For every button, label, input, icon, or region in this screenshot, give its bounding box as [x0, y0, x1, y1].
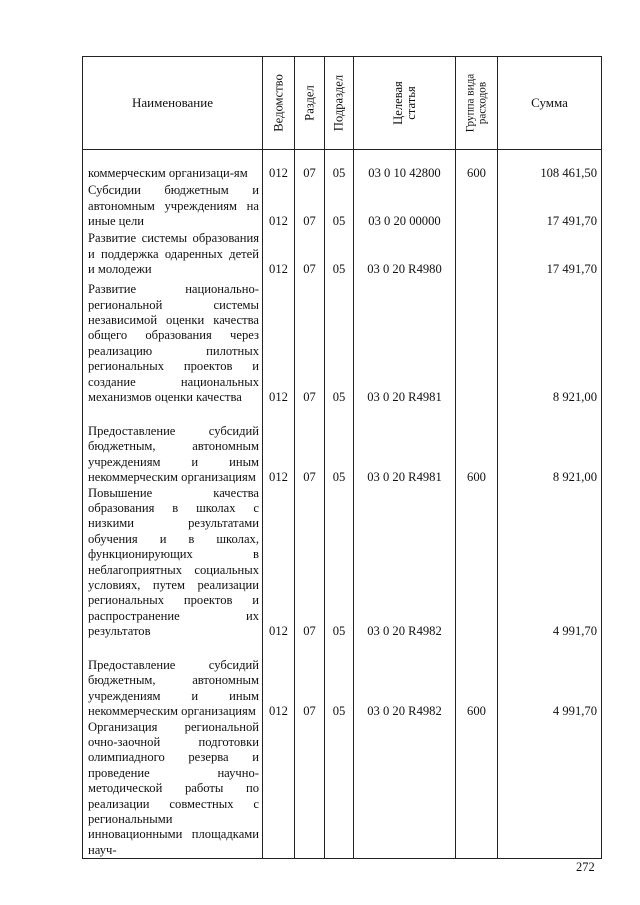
header-name [83, 57, 263, 150]
row-podrazdel: 05 [325, 150, 354, 182]
header-summa-text: Сумма [531, 95, 568, 110]
row-razdel: 07 [295, 406, 325, 486]
table-row [83, 182, 602, 230]
row-summa: 4 991,70 [498, 486, 602, 640]
header-podrazdel [325, 57, 354, 150]
table-row [83, 640, 602, 720]
row-summa: 17 491,70 [498, 182, 602, 230]
header-razdel [295, 57, 325, 150]
table-row [83, 486, 602, 640]
row-celevaya: 03 0 20 R4982 [354, 640, 456, 720]
header-name-text: Наименование [132, 95, 213, 110]
row-razdel: 07 [295, 150, 325, 182]
table-row [83, 406, 602, 486]
table-row [83, 150, 602, 182]
row-name: коммерческим организаци-ям [83, 150, 263, 182]
row-name: Развитие системы образования и поддержка одаренных детей и молодежи [83, 230, 263, 278]
row-celevaya: 03 0 20 R4982 [354, 486, 456, 640]
row-gruppa: 600 [456, 640, 498, 720]
row-gruppa: 600 [456, 150, 498, 182]
row-podrazdel [325, 720, 354, 859]
header-ved [263, 57, 295, 150]
row-gruppa: 600 [456, 406, 498, 486]
header-celevaya-line-1: Целевая [390, 81, 405, 125]
row-podrazdel: 05 [325, 182, 354, 230]
row-gruppa [456, 230, 498, 278]
table-header-row [83, 57, 602, 150]
table-row [83, 720, 602, 859]
row-ved [263, 720, 295, 859]
row-razdel: 07 [295, 230, 325, 278]
row-gruppa [456, 182, 498, 230]
row-podrazdel: 05 [325, 278, 354, 406]
header-celevaya [354, 57, 456, 150]
row-summa: 108 461,50 [498, 150, 602, 182]
row-podrazdel: 05 [325, 486, 354, 640]
header-razdel-text: Раздел [301, 85, 316, 121]
row-name: Повышение качества образования в школах с низкими результатами обучения и в школах, функционирующих в неблагоприятных социальных условиях, путем реализации региональных проектов и распространение их результатов [83, 486, 263, 640]
header-gruppa-text [465, 74, 489, 132]
row-celevaya: 03 0 10 42800 [354, 150, 456, 182]
row-celevaya: 03 0 20 00000 [354, 182, 456, 230]
row-ved: 012 [263, 278, 295, 406]
row-ved: 012 [263, 182, 295, 230]
row-celevaya: 03 0 20 R4981 [354, 406, 456, 486]
header-celevaya-line-2: статья [403, 86, 418, 120]
row-razdel: 07 [295, 486, 325, 640]
row-podrazdel: 05 [325, 406, 354, 486]
row-summa [498, 720, 602, 859]
table-row [83, 278, 602, 406]
row-razdel [295, 720, 325, 859]
row-gruppa [456, 720, 498, 859]
row-gruppa [456, 278, 498, 406]
header-gruppa-line-1: Группа вида [463, 73, 476, 133]
row-celevaya: 03 0 20 R4980 [354, 230, 456, 278]
header-gruppa-line-2: расходов [475, 81, 488, 125]
budget-table [82, 56, 602, 859]
row-summa: 8 921,00 [498, 406, 602, 486]
row-ved: 012 [263, 486, 295, 640]
row-summa: 17 491,70 [498, 230, 602, 278]
header-gruppa [456, 57, 498, 150]
row-summa: 4 991,70 [498, 640, 602, 720]
row-ved: 012 [263, 230, 295, 278]
row-celevaya: 03 0 20 R4981 [354, 278, 456, 406]
row-podrazdel: 05 [325, 640, 354, 720]
header-summa [498, 57, 602, 150]
row-razdel: 07 [295, 182, 325, 230]
row-summa: 8 921,00 [498, 278, 602, 406]
header-ved-text: Ведомство [270, 74, 285, 132]
row-razdel: 07 [295, 640, 325, 720]
page-number: 272 [576, 860, 595, 874]
header-podrazdel-text: Подраздел [331, 74, 346, 132]
row-name: Развитие национально-региональной системы независимой оценки качества общего образования через реализацию пилотных региональных проектов и создание национальных механизмов оценки качества [83, 278, 263, 406]
row-ved: 012 [263, 640, 295, 720]
header-celevaya-text [391, 81, 417, 125]
row-razdel: 07 [295, 278, 325, 406]
row-gruppa [456, 486, 498, 640]
row-podrazdel: 05 [325, 230, 354, 278]
row-name: Организация региональной очно-заочной подготовки олимпиадного резерва и проведение научно-методической работы по реализации совместных с региональными инновационными площадками науч- [83, 720, 263, 859]
row-name: Предоставление субсидий бюджетным, автономным учреждениям и иным некоммерческим организациям [83, 640, 263, 720]
row-name: Субсидии бюджетным и автономным учреждениям на иные цели [83, 182, 263, 230]
row-celevaya [354, 720, 456, 859]
table-row [83, 230, 602, 278]
row-ved: 012 [263, 150, 295, 182]
row-ved: 012 [263, 406, 295, 486]
row-name: Предоставление субсидий бюджетным, автономным учреждениям и иным некоммерческим организациям [83, 406, 263, 486]
